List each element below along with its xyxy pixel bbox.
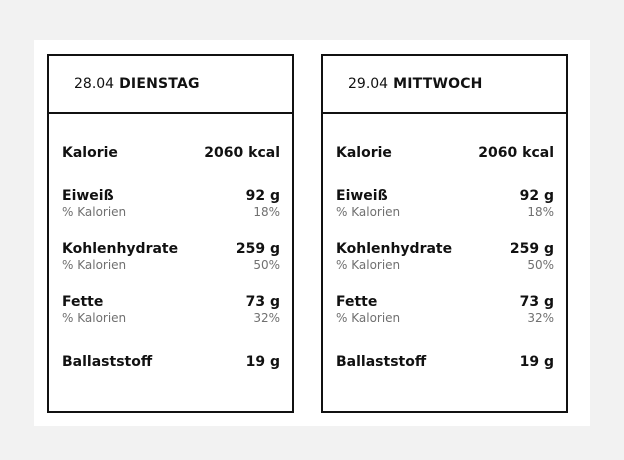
- card-date: 28.04: [74, 76, 115, 92]
- carbs-pct: 50%: [527, 258, 554, 272]
- calories-value: 2060 kcal: [478, 145, 554, 161]
- carbs-label: Kohlenhydrate: [62, 241, 179, 257]
- fiber-label: Ballaststoff: [336, 354, 427, 370]
- protein-row: [62, 188, 280, 220]
- card-date: 29.04: [348, 76, 389, 92]
- card-header: [323, 56, 566, 114]
- protein-label: Eiweiß: [62, 188, 114, 204]
- fat-pct-label: % Kalorien: [62, 311, 127, 325]
- fat-label: Fette: [62, 294, 104, 310]
- carbs-value: 259 g: [235, 241, 280, 257]
- carbs-row: [62, 241, 280, 273]
- fat-value: 73 g: [245, 294, 280, 310]
- protein-row: [336, 188, 554, 220]
- fat-row: [62, 294, 280, 326]
- fiber-label: Ballaststoff: [62, 354, 153, 370]
- carbs-pct: 50%: [253, 258, 280, 272]
- calories-row: [62, 145, 280, 162]
- protein-pct-label: % Kalorien: [336, 205, 401, 219]
- fat-label: Fette: [336, 294, 378, 310]
- fiber-value: 19 g: [519, 354, 554, 370]
- carbs-pct-label: % Kalorien: [336, 258, 401, 272]
- nutrition-sheet: [34, 40, 590, 426]
- card-header: [49, 56, 292, 114]
- fat-row: [336, 294, 554, 326]
- fiber-value: 19 g: [245, 354, 280, 370]
- carbs-row: [336, 241, 554, 273]
- protein-pct: 18%: [527, 205, 554, 219]
- calories-row: [336, 145, 554, 162]
- protein-value: 92 g: [519, 188, 554, 204]
- protein-label: Eiweiß: [336, 188, 388, 204]
- carbs-pct-label: % Kalorien: [62, 258, 127, 272]
- carbs-value: 259 g: [509, 241, 554, 257]
- fiber-row: [336, 354, 554, 371]
- fat-value: 73 g: [519, 294, 554, 310]
- protein-pct-label: % Kalorien: [62, 205, 127, 219]
- fat-pct-label: % Kalorien: [336, 311, 401, 325]
- fat-pct: 32%: [527, 311, 554, 325]
- card-day: MITTWOCH: [393, 76, 483, 92]
- calories-label: Kalorie: [336, 145, 392, 161]
- card-day: DIENSTAG: [119, 76, 200, 92]
- calories-label: Kalorie: [62, 145, 118, 161]
- carbs-label: Kohlenhydrate: [336, 241, 453, 257]
- day-card-tuesday: [47, 54, 294, 413]
- fiber-row: [62, 354, 280, 371]
- protein-pct: 18%: [253, 205, 280, 219]
- fat-pct: 32%: [253, 311, 280, 325]
- day-card-wednesday: [321, 54, 568, 413]
- protein-value: 92 g: [245, 188, 280, 204]
- calories-value: 2060 kcal: [204, 145, 280, 161]
